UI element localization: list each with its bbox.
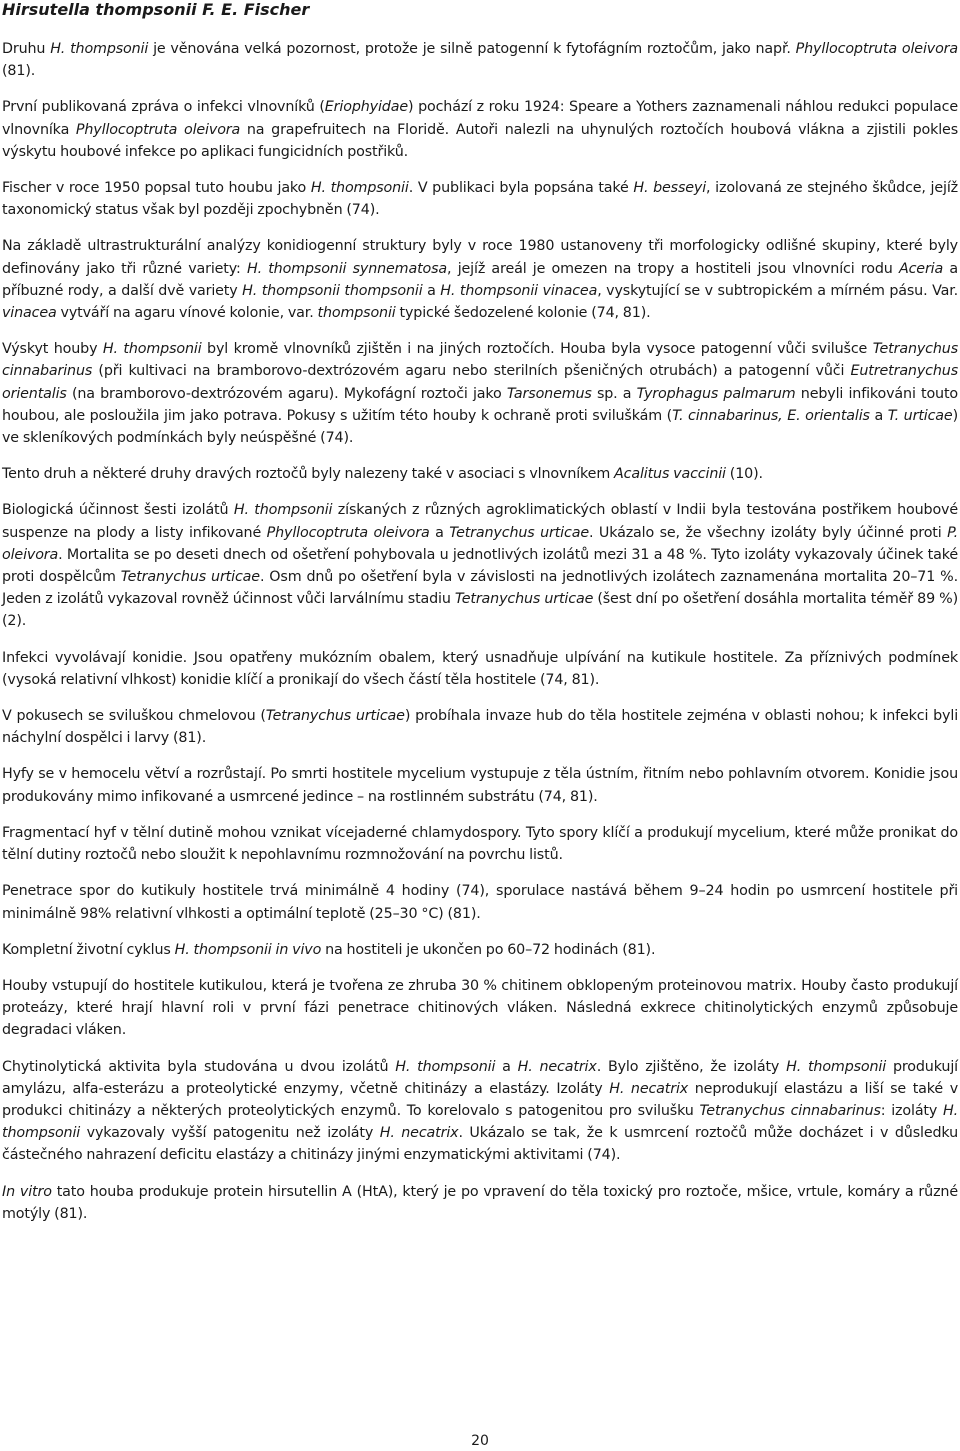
text-run: ) probíhala invaze hub do těla hostitele zejména v oblasti nohou; k infekci byli náchylní dospělci i larvy (81). xyxy=(2,708,959,747)
text-run: sp. a xyxy=(591,385,637,402)
text-run: Fragmentací hyf v tělní dutině mohou vznikat vícejaderné chlamydospory. Tyto spory klíčí a produkují mycelium, které může pronikat do tělní dutiny roztočů nebo sloužit k nepohlavnímu rozmnožování na povrchu listů. xyxy=(2,824,958,864)
italic-text: H. thompsonii thompsonii xyxy=(242,282,423,299)
text-run: ) ve skleníkových podmínkách byly neúspěšné (74). xyxy=(2,407,958,447)
text-run: ) pochází z roku 1924: Speare a Yothers zaznamenali náhlou redukci populace vlnovníka xyxy=(2,99,959,138)
italic-text: T. cinnabarinus, E. orientalis xyxy=(672,407,870,424)
italic-text: H. thompsonii xyxy=(2,1102,958,1142)
italic-text: Acalitus vaccinii xyxy=(614,466,726,483)
text-run: a xyxy=(495,1058,518,1075)
italic-text: H. besseyi xyxy=(633,180,707,197)
italic-text: Tarsonemus xyxy=(506,385,592,402)
italic-text: H. thompsonii xyxy=(310,180,409,197)
paragraph xyxy=(2,880,958,924)
text-run: nebyli infikováni touto houbou, ale posloužila jim jako potrava. Pokusy s užitím této houby k ochraně proti sviluškám ( xyxy=(2,385,959,424)
text-run: . Ukázalo se, že všechny izoláty byly účinné proti xyxy=(588,524,948,541)
section-heading: Hirsutella thompsonii F. E. Fischer xyxy=(2,0,310,19)
italic-text: H. thompsonii synnematosa xyxy=(246,260,448,277)
text-run: (81). xyxy=(2,63,36,80)
paragraph xyxy=(2,463,958,485)
italic-text: Tetranychus urticae xyxy=(120,569,260,586)
paragraph xyxy=(2,1181,958,1225)
italic-text: H. thompsonii vinacea xyxy=(440,282,598,299)
italic-text: H. thompsonii xyxy=(786,1058,887,1075)
italic-text: H. thompsonii in vivo xyxy=(174,941,322,958)
text-run: vykazovaly vyšší patogenitu než izoláty xyxy=(80,1125,380,1142)
italic-text: thompsonii xyxy=(317,305,396,322)
text-run: . Mortalita se po deseti dnech od ošetření pohybovala u jednotlivých izolátů mezi 31 a 48 %. Tyto izoláty vykazovaly účinek také proti dospělcům xyxy=(2,546,958,586)
paragraph xyxy=(2,38,958,82)
italic-text: H. thompsonii xyxy=(233,502,333,519)
text-run: (při kultivaci na bramborovo-dextrózovém agaru nebo sterilních pšeničných otrubách) a patogenní vůči xyxy=(92,363,851,380)
text-run: : izoláty xyxy=(880,1102,943,1119)
text-run: První publikovaná zpráva o infekci vlnovníků ( xyxy=(2,99,325,116)
text-run: , izolovaná ze stejného škůdce, jejíž taxonomický status však byl později zpochybněn (74). xyxy=(2,180,959,219)
italic-text: T. urticae xyxy=(887,407,953,424)
text-run: . Bylo zjištěno, že izoláty xyxy=(596,1058,787,1075)
text-run: a xyxy=(422,282,441,299)
italic-text: H. necatrix xyxy=(517,1058,597,1075)
italic-text: Eutretranychus orientalis xyxy=(2,363,958,402)
italic-text: Phyllocoptruta oleivora xyxy=(75,121,241,138)
paragraph xyxy=(2,763,958,807)
text-run: . Ukázalo se tak, že k usmrcení roztočů může docházet i v důsledku částečného nahrazení deficitu elastázy a chitinázy jinými enzymatickými aktivitami (74). xyxy=(2,1125,958,1164)
text-run: získaných z různých agroklimatických oblastí v Indii byla testována postřikem houbové suspenze na plody a listy infikované xyxy=(2,502,958,541)
text-run: Penetrace spor do kutikuly hostitele trvá minimálně 4 hodiny (74), sporulace nastává během 9–24 hodin po usmrcení hostitele při minimálně 98% relativní vlhkosti a optimální teplotě (25–30 °C) (81). xyxy=(2,883,958,922)
text-run: Infekci vyvolávají konidie. Jsou opatřeny mukózním obalem, který usnadňuje ulpívání na kutikule hostitele. Za příznivých podmínek (vysoká relativní vlhkost) konidie klíčí a pronikají do všech částí těla hostitele (74, 81). xyxy=(2,649,958,688)
paragraph xyxy=(2,235,958,324)
text-run: Kompletní životní cyklus xyxy=(2,941,175,958)
italic-text: Tetranychus cinnabarinus xyxy=(2,341,958,380)
italic-text: Tyrophagus palmarum xyxy=(636,385,796,402)
text-run: Houby vstupují do hostitele kutikulou, která je tvořena ze zhruba 30 % chitinem obklopeným proteinovou matrix. Houby často produkují proteázy, které hrají hlavní roli v první fázi penetrace chitinových vláken. Následná exkrece chitinolytických enzymů způsobuje degradaci vláken. xyxy=(2,977,958,1039)
paragraph xyxy=(2,499,958,632)
text-run: je věnována velká pozornost, protože je silně patogenní k fytofágním roztočům, jako např. xyxy=(148,41,796,57)
text-run: Hyfy se v hemocelu větví a rozrůstají. Po smrti hostitele mycelium vystupuje z těla ústním, řitním nebo pohlavním otvorem. Konidie jsou produkovány mimo infikované a usmrcené jedince – na rostlinném substrátu (74, 81). xyxy=(2,766,958,805)
italic-text: vinacea xyxy=(2,305,57,322)
text-run: neprodukují elastázu a liší se také v produkci chitinázy a některých proteolytických enzymů. To korelovalo s patogenitou pro svilušku xyxy=(2,1080,959,1119)
italic-text: H. necatrix xyxy=(379,1125,459,1142)
italic-text: In vitro xyxy=(2,1183,52,1200)
italic-text: Tetranychus urticae xyxy=(265,708,405,725)
text-run: Chytinolytická aktivita byla studována u dvou izolátů xyxy=(2,1058,396,1075)
text-run: byl kromě vlnovníků zjištěn i na jiných roztočích. Houba byla vysoce patogenní vůči svilušce xyxy=(201,341,873,358)
text-run: Tento druh a některé druhy dravých roztočů byly nalezeny také v asociaci s vlnovníkem xyxy=(2,466,614,483)
italic-text: Tetranychus cinnabarinus xyxy=(699,1102,881,1119)
paragraph xyxy=(2,647,958,691)
text-run: . Osm dnů po ošetření byla v závislosti na jednotlivých izolátech zaznamenána mortalita 20–71 %. Jeden z izolátů vykazoval rovněž účinnost vůči larválnímu stadiu xyxy=(2,569,958,608)
paragraph xyxy=(2,1056,958,1167)
text-run: na hostiteli je ukončen po 60–72 hodinách (81). xyxy=(321,941,656,958)
text-run: (šest dní po ošetření dosáhla mortalita téměř 89 %) (2). xyxy=(2,591,958,630)
text-run: V pokusech se sviluškou chmelovou ( xyxy=(2,708,266,725)
text-run: Výskyt houby xyxy=(2,341,103,358)
text-run: (na bramborovo-dextrózovém agaru). Mykofágní roztoči jako xyxy=(66,385,507,402)
italic-text: H. thompsonii xyxy=(50,41,149,57)
paragraph xyxy=(2,822,958,866)
text-run: Na základě ultrastrukturální analýzy konidiogenní struktury byly v roce 1980 ustanoveny tři morfologicky odlišné skupiny, které byly definovány jako tři různé variety: xyxy=(2,238,958,277)
italic-text: H. thompsonii xyxy=(395,1058,496,1075)
text-run: Fischer v roce 1950 popsal tuto houbu jako xyxy=(2,180,311,197)
text-run: na grapefruitech na Floridě. Autoři nalezli na uhynulých roztočích houbová vlákna a zjistili pokles výskytu houbové infekce po aplikaci fungicidních postřiků. xyxy=(2,121,958,160)
italic-text: Eriophyidae xyxy=(324,99,408,116)
text-run: . V publikaci byla popsána také xyxy=(408,180,634,197)
document-page xyxy=(2,0,958,1239)
text-run: vytváří na agaru vínové kolonie, var. xyxy=(56,305,318,322)
text-run: (10). xyxy=(725,466,763,483)
paragraph xyxy=(2,177,958,221)
text-run: Druhu xyxy=(2,41,51,57)
italic-text: Aceria xyxy=(898,260,944,277)
text-run: , vyskytující se v subtropickém a mírném pásu. Var. xyxy=(597,282,959,299)
italic-text: Phyllocoptruta oleivora xyxy=(266,524,430,541)
italic-text: H. necatrix xyxy=(609,1080,689,1097)
italic-text: Tetranychus urticae xyxy=(454,591,594,608)
paragraph xyxy=(2,939,958,961)
text-run: typické šedozelené kolonie (74, 81). xyxy=(395,305,651,322)
text-run: produkují amylázu, alfa-esterázu a proteolytické enzymy, včetně chitinázy a elastázy. Izoláty xyxy=(2,1058,958,1097)
italic-text: Phyllocoptruta oleivora xyxy=(795,41,959,57)
text-run: Biologická účinnost šesti izolátů xyxy=(2,502,234,519)
page-number: 20 xyxy=(471,1433,489,1449)
text-run: a xyxy=(869,407,888,424)
text-run: tato houba produkuje protein hirsutellin A (HtA), který je po vpravení do těla toxický pro roztoče, mšice, vrtule, komáry a různé motýly (81). xyxy=(2,1183,958,1222)
text-run: a příbuzné rody, a další dvě variety xyxy=(2,260,958,299)
italic-text: H. thompsonii xyxy=(102,341,202,358)
text-run: , jejíž areál je omezen na tropy a hostiteli jsou vlnovníci rodu xyxy=(447,260,899,277)
italic-text: P. oleivora xyxy=(2,524,959,563)
paragraph xyxy=(2,705,958,749)
text-run: a xyxy=(429,524,450,541)
paragraph xyxy=(2,975,958,1042)
paragraph xyxy=(2,338,958,449)
paragraph xyxy=(2,96,958,163)
body-text xyxy=(2,38,958,1225)
italic-text: Tetranychus urticae xyxy=(449,524,589,541)
